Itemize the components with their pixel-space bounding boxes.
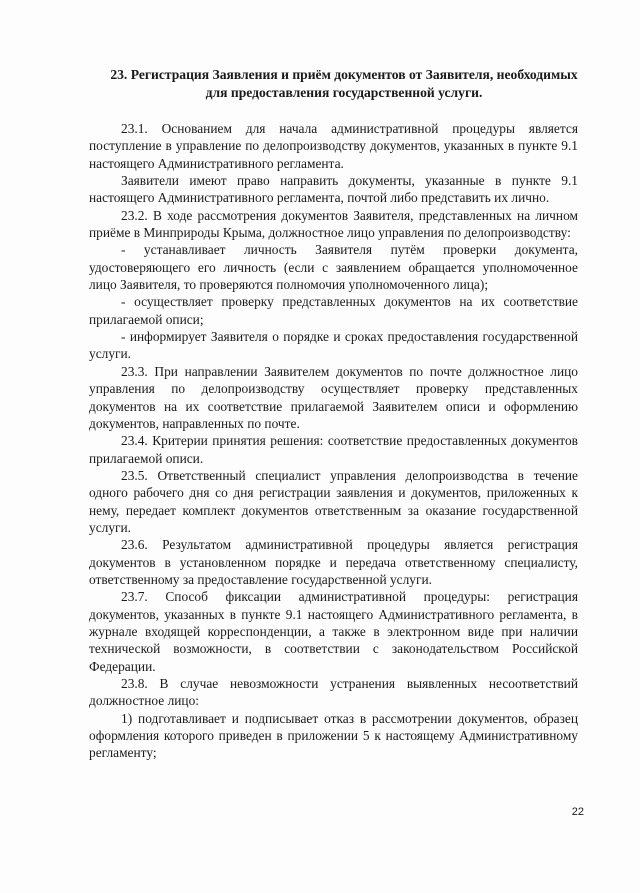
list-item-informs-applicant: - информирует Заявителя о порядке и сроках предоставления государственной услуги. xyxy=(89,329,578,362)
paragraph-23-1: 23.1. Основанием для начала административной процедуры является поступление в управление по делопроизводству документов, указанных в пункте 9.1 настоящего Административного регламента. xyxy=(89,121,578,171)
list-item-refusal: 1) подготавливает и подписывает отказ в рассмотрении документов, образец оформления которого приведен в приложении 5 к настоящему Административному регламенту; xyxy=(89,710,578,761)
paragraph-applicant-rights: Заявители имеют право направить документы, указанные в пункте 9.1 настоящего Административного регламента, почтой либо представить их лично. xyxy=(89,173,578,206)
paragraph-23-4: 23.4. Критерии принятия решения: соответствие предоставленных документов прилагаемой описи. xyxy=(89,433,578,466)
paragraph-23-6: 23.6. Результатом административной процедуры является регистрация документов в установленном порядке и передача ответственному специалисту, ответственному за предоставление государственной услуги. xyxy=(89,537,578,587)
section-heading: 23. Регистрация Заявления и приём документов от Заявителя, необходимых для предоставления государственной услуги. xyxy=(110,67,578,100)
paragraph-23-8: 23.8. В случае невозможности устранения выявленных несоответствий должностное лицо: xyxy=(89,676,578,709)
paragraph-23-5: 23.5. Ответственный специалист управления делопроизводства в течение одного рабочего дня со дня регистрации заявления и документов, приложенных к нему, передает комплект документов ответственным за оказание государственной услуги. xyxy=(89,467,578,535)
paragraph-23-7: 23.7. Способ фиксации административной процедуры: регистрация документов, указанных в пункте 9.1 настоящего Административного регламента, в журнале входящей корреспонденции, а также в электронном виде при наличии технической возможности, в соответствии с законодательством Российской Федерации. xyxy=(89,589,578,674)
list-item-identity-check: - устанавливает личность Заявителя путём проверки документа, удостоверяющего его личность (если с заявлением обращается уполномоченное лицо Заявителя, то проверяются полномочия уполномоченного лица); xyxy=(89,242,578,293)
paragraph-23-2: 23.2. В ходе рассмотрения документов Заявителя, представленных на личном приёме в Минприроды Крыма, должностное лицо управления по делопроизводству: xyxy=(89,207,578,241)
page-number: 22 xyxy=(571,806,584,818)
list-item-document-check: - осуществляет проверку представленных документов на их соответствие прилагаемой описи; xyxy=(89,294,578,327)
paragraph-23-3: 23.3. При направлении Заявителем документов по почте должностное лицо управления по делопроизводству осуществляет проверку представленных документов на их соответствие прилагаемой Заявителем описи и оформлению документов, направленных по почте. xyxy=(89,363,578,431)
document-body xyxy=(89,120,578,762)
